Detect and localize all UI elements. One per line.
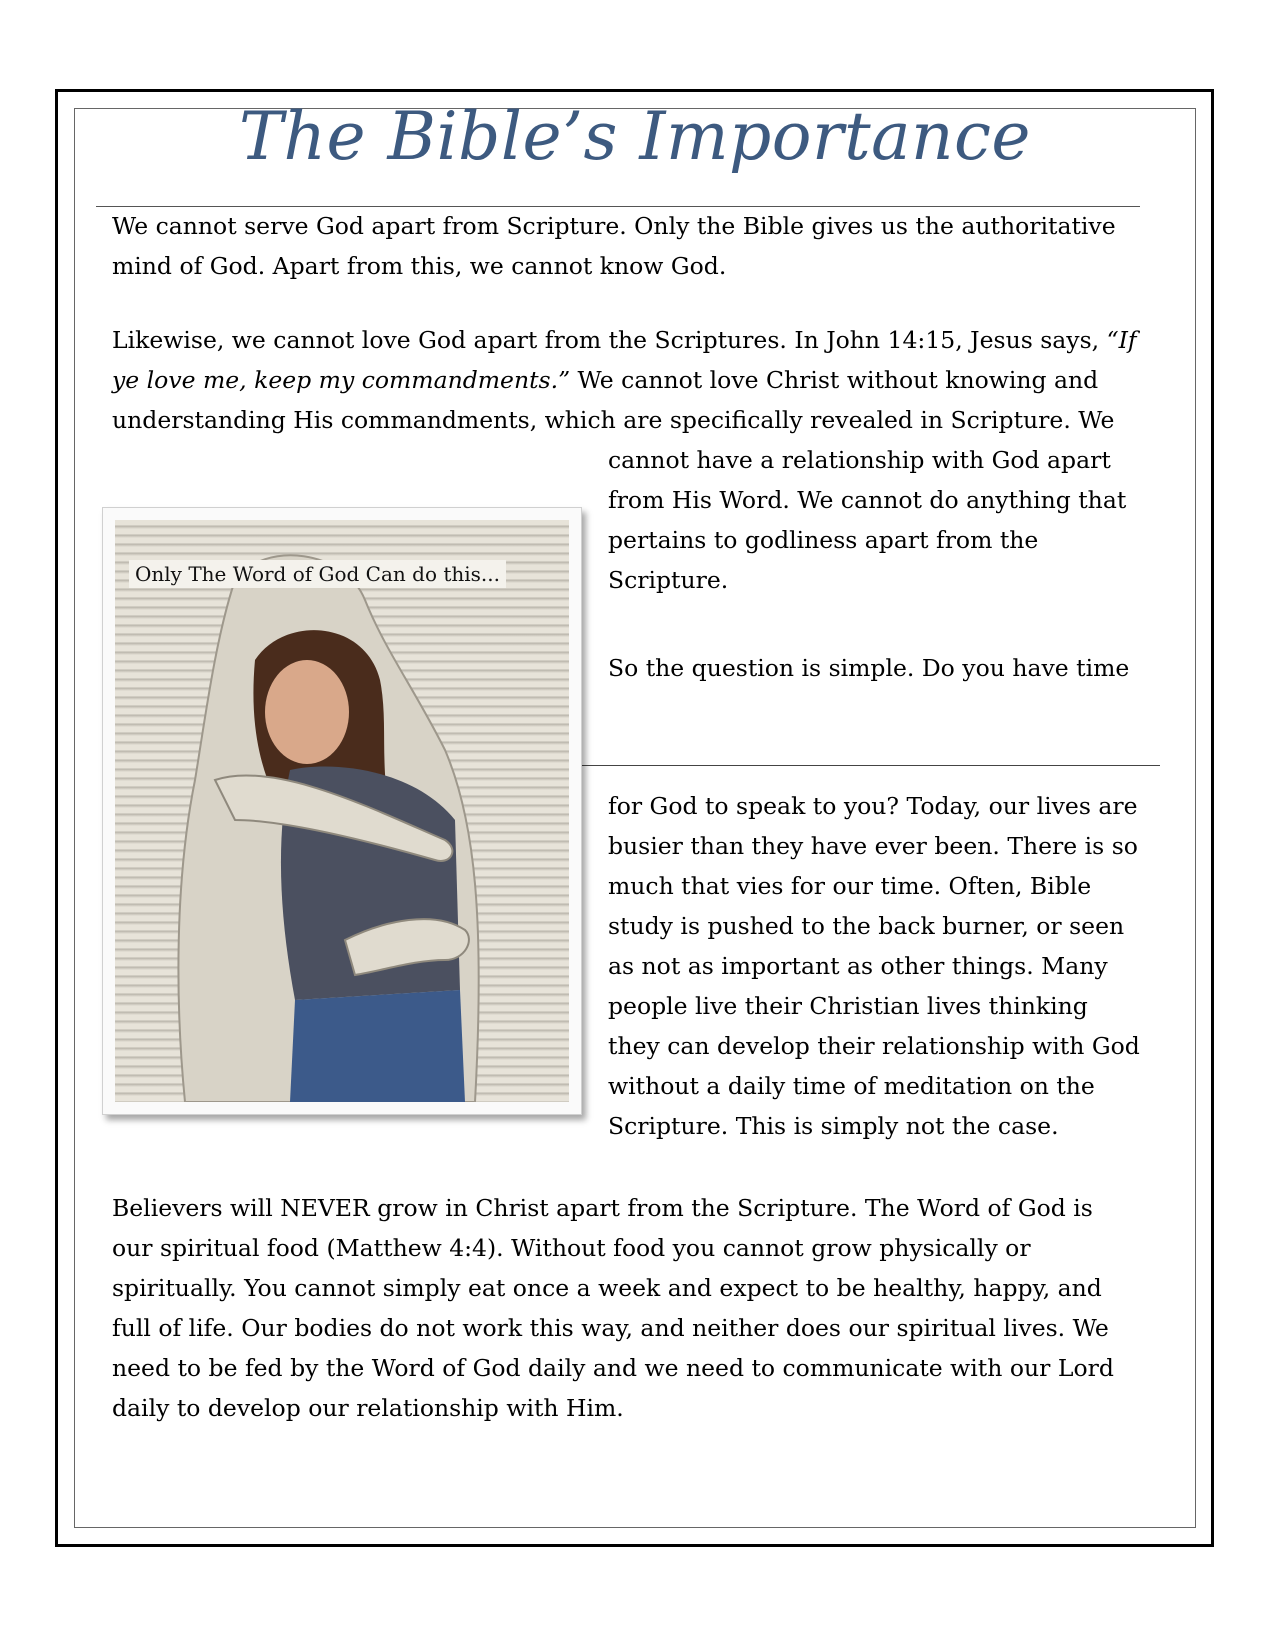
text-line: as not as important as other things. Many [608,952,1108,980]
paragraph-question-continued [608,786,1168,1146]
text-line: spiritually. You cannot simply eat once a week and expect to be healthy, happy, and [112,1274,1102,1302]
text-span: We cannot love Christ without knowing and [570,366,1099,394]
text-line: daily to develop our relationship with Him. [112,1394,624,1422]
text-line: Scripture. This is simply not the case. [608,1112,1059,1140]
text-line: pertains to godliness apart from the [608,526,1039,554]
face-shape [265,660,349,764]
text-line: study is pushed to the back burner, or seen [608,912,1125,940]
text-line: full of life. Our bodies do not work this way, and neither does our spiritual lives. We [112,1314,1109,1342]
text-line: So the question is simple. Do you have time [608,654,1130,682]
scripture-quote: ye love me, keep my commandments.” [112,366,571,394]
text-line: busier than they have ever been. There is so [608,832,1138,860]
text-line [112,320,1172,360]
text-line: mind of God. Apart from this, we cannot know God. [112,252,727,280]
paragraph-growth [112,1188,1172,1428]
text-line: people live their Christian lives thinking [608,992,1088,1020]
text-line: from His Word. We cannot do anything that [608,486,1127,514]
text-line: Scripture. [608,566,729,594]
text-line: for God to speak to you? Today, our lives are [608,792,1138,820]
text-line: they can develop their relationship with God [608,1032,1140,1060]
scripture-quote: “If [1106,326,1137,354]
jeans-shape [290,990,465,1102]
paragraph-question [608,648,1168,688]
text-line: understanding His commandments, which are specifically revealed in Scripture. We [112,406,1115,434]
section-divider [582,765,1160,766]
text-line: without a daily time of meditation on the [608,1072,1095,1100]
illustration-caption: Only The Word of God Can do this... [129,560,506,588]
text-line: cannot have a relationship with God apart [608,446,1111,474]
paragraph-love-god [112,320,1172,440]
text-line: We cannot serve God apart from Scripture. Only the Bible gives us the authoritative [112,212,1116,240]
text-line: our spiritual food (Matthew 4:4). Without food you cannot grow physically or [112,1234,1031,1262]
text-line: Believers will NEVER grow in Christ apart from the Scripture. The Word of God is [112,1194,1093,1222]
text-line: much that vies for our time. Often, Bible [608,872,1092,900]
illustration-photo [102,507,582,1115]
text-span: Likewise, we cannot love God apart from the Scriptures. In John 14:15, Jesus says, [112,326,1107,354]
page-title: The Bible’s Importance [238,98,1031,175]
word-figure-hug-illustration [115,520,569,1102]
text-line: need to be fed by the Word of God daily and we need to communicate with our Lord [112,1354,1114,1382]
paragraph-intro [112,206,1172,286]
illustration-image [115,520,569,1102]
paragraph-love-god-continued [608,440,1168,600]
text-line [112,360,1172,400]
